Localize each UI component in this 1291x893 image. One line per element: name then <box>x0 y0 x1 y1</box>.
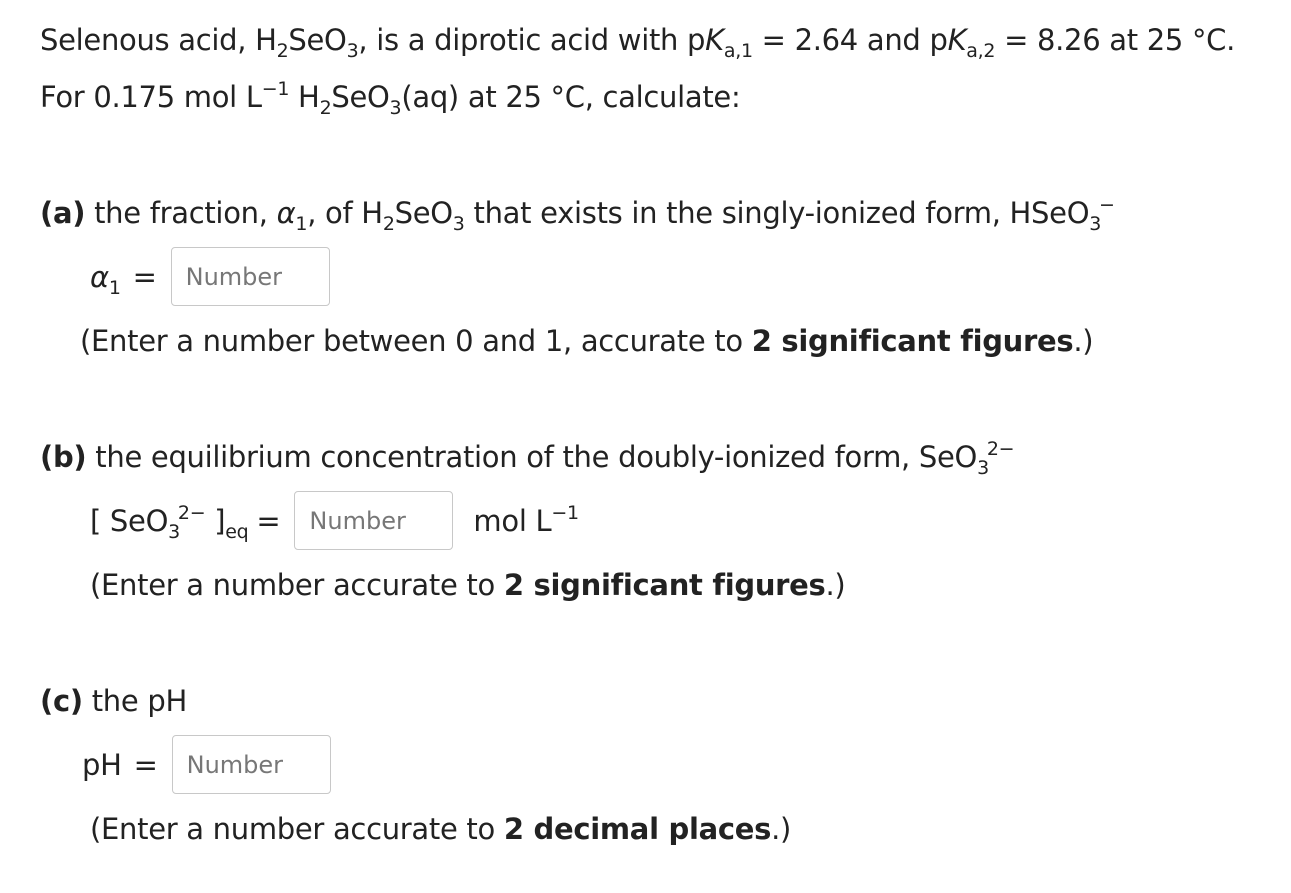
question-text: , of H <box>307 196 383 230</box>
seo3-concentration-lhs <box>90 501 249 543</box>
intro-text: , is a diprotic acid with p <box>358 23 706 57</box>
note-text: (Enter a number accurate to <box>90 812 504 846</box>
part-c-label: (c) <box>40 684 83 718</box>
part-a-label: (a) <box>40 196 86 230</box>
equals-sign: = <box>133 747 158 782</box>
note-text: (Enter a number accurate to <box>90 568 504 602</box>
part-b-question <box>40 437 1014 477</box>
question-text: the fraction, <box>85 196 277 230</box>
ph-lhs: pH <box>82 747 122 782</box>
intro-line-2 <box>40 77 740 117</box>
part-b-answer-row <box>90 491 579 550</box>
subscript: a,1 <box>723 40 753 62</box>
subscript: 3 <box>168 520 180 543</box>
ka-symbol: K <box>947 23 967 57</box>
alpha-symbol: α <box>276 196 296 230</box>
ph-input[interactable] <box>172 735 331 794</box>
unit-label <box>473 501 579 538</box>
intro-text: For 0.175 mol L <box>40 80 262 114</box>
intro-text: (aq) at 25 °C, calculate: <box>401 80 741 114</box>
subscript: 3 <box>977 457 989 479</box>
subscript: 3 <box>1089 213 1102 235</box>
note-text: .) <box>771 812 792 846</box>
unit-text: mol L <box>473 503 552 538</box>
part-c-question <box>40 681 187 721</box>
superscript: 2− <box>177 501 206 524</box>
subscript: 3 <box>452 213 465 235</box>
subscript: 3 <box>389 97 402 119</box>
superscript: −1 <box>551 501 579 524</box>
part-a-question <box>40 193 1115 233</box>
subscript: 1 <box>295 213 308 235</box>
lhs-text: ] <box>205 503 226 538</box>
part-c-note <box>90 809 791 849</box>
part-a-answer-row <box>90 247 330 306</box>
part-b-note <box>90 565 845 605</box>
note-text: .) <box>1073 324 1094 358</box>
subscript: eq <box>225 520 249 543</box>
intro-text: = 8.26 at 25 °C. <box>995 23 1236 57</box>
alpha-lhs <box>90 259 121 299</box>
note-bold: 2 significant figures <box>751 324 1074 358</box>
lhs-text: [ SeO <box>90 503 169 538</box>
equals-sign: = <box>132 259 157 294</box>
alpha-symbol: α <box>90 259 109 294</box>
part-b-label: (b) <box>40 440 87 474</box>
intro-text: Selenous acid, H <box>40 23 277 57</box>
superscript: −1 <box>261 78 290 100</box>
subscript: 2 <box>276 40 289 62</box>
intro-text: SeO <box>288 23 347 57</box>
seo3-concentration-input[interactable] <box>294 491 453 550</box>
ka-symbol: K <box>705 23 724 57</box>
note-bold: 2 decimal places <box>503 812 772 846</box>
superscript: 2− <box>986 438 1015 460</box>
subscript: 2 <box>382 213 395 235</box>
intro-text: = 2.64 and p <box>752 23 948 57</box>
part-a-note <box>80 321 1093 361</box>
intro-text: SeO <box>331 80 390 114</box>
subscript: a,2 <box>966 40 996 62</box>
alpha1-input[interactable] <box>171 247 330 306</box>
note-bold: 2 significant figures <box>503 568 826 602</box>
question-text: the equilibrium concentration of the doubly-ionized form, SeO <box>86 440 978 474</box>
question-text: SeO <box>394 196 453 230</box>
note-text: .) <box>825 568 846 602</box>
equals-sign: = <box>256 503 281 538</box>
intro-text: H <box>289 80 320 114</box>
subscript: 3 <box>346 40 359 62</box>
superscript: − <box>1099 194 1115 216</box>
subscript: 1 <box>108 276 121 299</box>
question-text: the pH <box>82 684 187 718</box>
question-text: that exists in the singly-ionized form, HSeO <box>464 196 1090 230</box>
subscript: 2 <box>319 97 332 119</box>
intro-line-1 <box>40 20 1235 60</box>
part-c-answer-row <box>82 735 331 794</box>
note-text: (Enter a number between 0 and 1, accurate to <box>80 324 752 358</box>
